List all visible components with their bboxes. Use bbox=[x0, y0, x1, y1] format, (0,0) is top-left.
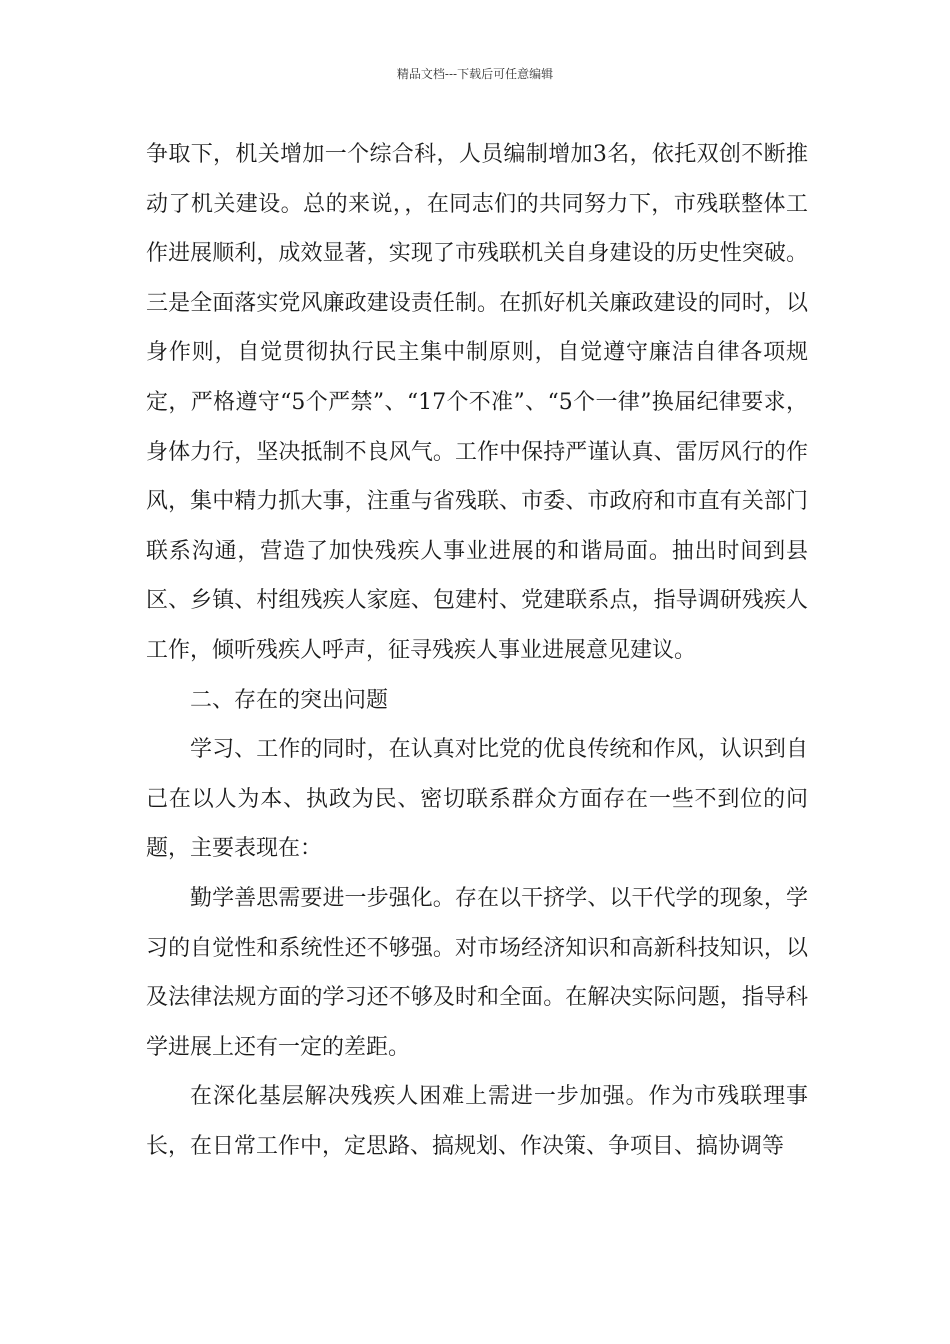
page-header: 精品文档---下载后可任意编辑 bbox=[396, 67, 554, 81]
section-heading: 二、存在的突出问题 bbox=[190, 687, 389, 713]
paragraph-1: 争取下，机关增加一个综合科，人员编制增加3名，依托双创不断推动了机关建设。总的来说，，在同志们的共同努力下，市残联整体工作进展顺利，成效显著，实现了市残联机关自身建设的历史性突破。三是全面落实党风廉政建设责任制。在抓好机关廉政建设的同时，以身作则，自觉贯彻执行民主集中制原则，自觉遵守廉洁自律各项规定，严格遵守“5个严禁”、“17个不准”、“5个一律”换届纪律要求，身体力行，坚决抵制不良风气。工作中保持严谨认真、雷厉风行的作风，集中精力抓大事，注重与省残联、市委、市政府和市直有关部门联系沟通，营造了加快残疾人事业进展的和谐局面。抽出时间到县区、乡镇、村组残疾人家庭、包建村、党建联系点，指导调研残疾人工作，倾听残疾人呼声，征寻残疾人事业进展意见建议。 bbox=[146, 142, 808, 663]
document-body bbox=[146, 130, 808, 1171]
paragraph-3: 勤学善思需要进一步强化。存在以干挤学、以干代学的现象，学习的自觉性和系统性还不够强。对市场经济知识和高新科技知识，以及法律法规方面的学习还不够及时和全面。在解决实际问题，指导科学进展上还有一定的差距。 bbox=[146, 885, 808, 1060]
paragraph-2: 学习、工作的同时，在认真对比党的优良传统和作风，认识到自己在以人为本、执政为民、密切联系群众方面存在一些不到位的问题，主要表现在： bbox=[146, 737, 808, 862]
paragraph-4: 在深化基层解决残疾人困难上需进一步加强。作为市残联理事长，在日常工作中，定思路、搞规划、作决策、争项目、搞协调等 bbox=[146, 1084, 808, 1159]
